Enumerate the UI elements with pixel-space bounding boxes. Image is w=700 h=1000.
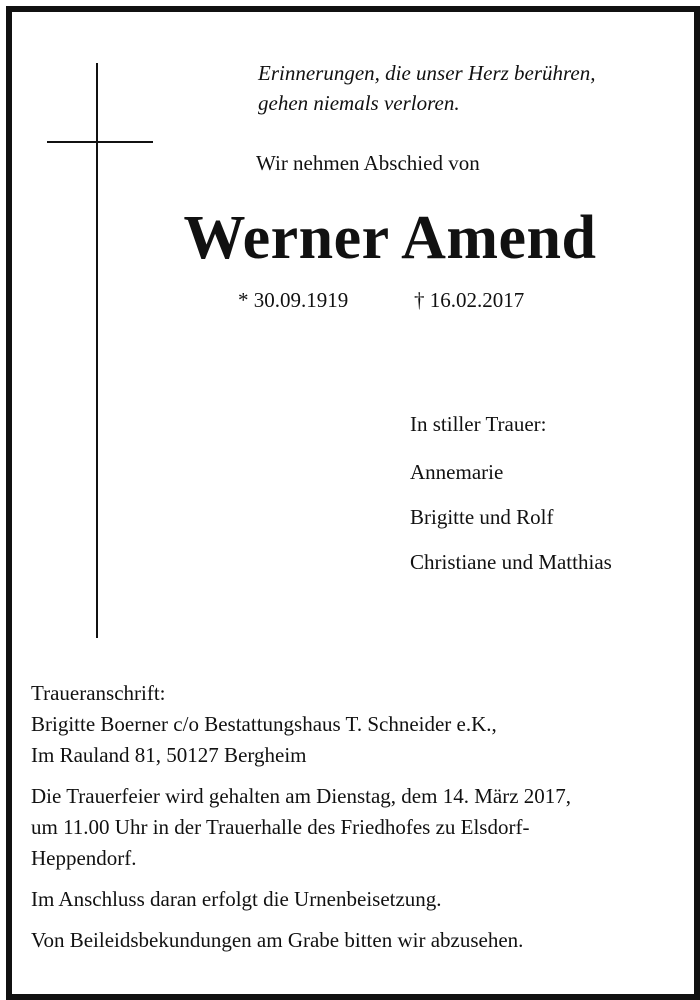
mourners-intro: In stiller Trauer: [410,412,547,436]
ceremony-block [31,781,681,874]
ceremony-line: Heppendorf. [31,846,137,870]
deceased-name: Werner Amend [183,204,597,272]
mourner-name: Annemarie [410,460,504,484]
condolences-line: Von Beileidsbekundungen am Grabe bitten wir abzusehen. [31,928,524,952]
burial-line: Im Anschluss daran erfolgt die Urnenbeisetzung. [31,887,442,911]
ceremony-line: Die Trauerfeier wird gehalten am Dienstag, dem 14. März 2017, [31,784,572,808]
farewell-text: Wir nehmen Abschied von [256,151,480,175]
ceremony-line: um 11.00 Uhr in der Trauerhalle des Friedhofes zu Elsdorf- [31,815,530,839]
quote-line-2: gehen niemals verloren. [258,91,460,115]
mourner-name: Brigitte und Rolf [410,505,554,529]
address-line: Brigitte Boerner c/o Bestattungshaus T. Schneider e.K., [31,712,497,736]
notice-details [31,678,681,966]
birth-date: * 30.09.1919 [238,288,349,312]
condolences-text [31,925,681,956]
death-date: † 16.02.2017 [414,288,525,312]
cross-vertical-bar [96,63,98,638]
burial-text [31,884,681,915]
address-line: Im Rauland 81, 50127 Bergheim [31,743,307,767]
quote-line-1: Erinnerungen, die unser Herz berühren, [258,61,596,85]
address-label: Traueranschrift: [31,681,166,705]
mourner-name: Christiane und Matthias [410,550,612,574]
cross-horizontal-bar [47,141,153,143]
address-block [31,678,681,771]
mourners-list [410,410,612,593]
memorial-quote [258,58,658,118]
